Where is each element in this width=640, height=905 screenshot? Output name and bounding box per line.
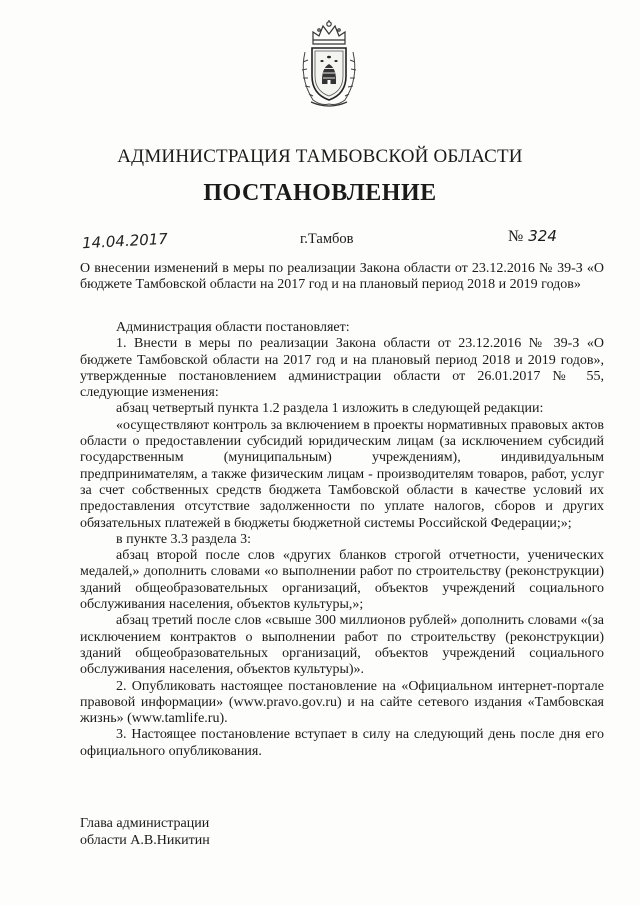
document-body bbox=[80, 320, 604, 760]
number-prefix: № bbox=[508, 228, 524, 245]
number-value: 324 bbox=[528, 227, 557, 245]
body-paragraph: 3. Настоящее постановление вступает в силу на следующий день после дня его официального опубликования. bbox=[80, 727, 604, 759]
body-paragraph: абзац четвертый пункта 1.2 раздела 1 изложить в следующей редакции: bbox=[116, 401, 544, 417]
signature-block bbox=[80, 815, 210, 849]
body-paragraph: «осуществляют контроль за включением в проекты нормативных правовых актов области о предоставлении субсидий юридическим лицам (за исключением субсидий государственным (муниципальным) учреждениям), индивидуальным предпринимателям, а также физическим лицам - производителям товаров, работ, услуг за счет собственных средств бюджета Тамбовской области в качестве условий их предоставления отсутствие задолженности по уплате налогов, сборов и других обязательных платежей в бюджеты бюджетной системы Российской Федерации;»; bbox=[80, 417, 604, 531]
document-type-title: ПОСТАНОВЛЕНИЕ bbox=[203, 180, 437, 206]
document-date: 14.04.2017 bbox=[81, 229, 169, 253]
agency-name: АДМИНИСТРАЦИЯ ТАМБОВСКОЙ ОБЛАСТИ bbox=[117, 146, 523, 167]
signature-name: области А.В.Никитин bbox=[80, 833, 210, 848]
body-paragraph: в пункте 3.3 раздела 3: bbox=[116, 531, 251, 547]
document-subject: О внесении изменений в меры по реализации Закона области от 23.12.2016 № 39-З «О бюджете Тамбовской области на 2017 год и на плановый период 2018 и 2019 годов» bbox=[80, 261, 604, 293]
document-city: г.Тамбов bbox=[300, 231, 354, 247]
body-paragraph: 1. Внести в меры по реализации Закона области от 23.12.2016 № 39-З «О бюджете Тамбовской области на 2017 год и на плановый период 2018 и 2019 годов», утвержденные постановлением администрации области от 26.01.2017 № 55, следующие изменения: bbox=[80, 336, 604, 401]
body-paragraph: Администрация области постановляет: bbox=[116, 320, 350, 335]
body-paragraph: абзац второй после слов «других бланков строгой отчетности, ученических медалей,» дополнить словами «о выполнении работ по строительству (реконструкции) зданий общеобразовательных организаций, объектов учреждений социального обслуживания населения, объектов культуры,»; bbox=[80, 548, 604, 613]
signature-title: Глава администрации bbox=[80, 816, 210, 831]
body-paragraph: абзац третий после слов «свыше 300 миллионов рублей» дополнить словами «(за исключением контрактов о выполнении работ по строительству (реконструкции) зданий общеобразовательных организаций, объектов учреждений социального обслуживания населения, объектов культуры)». bbox=[80, 613, 604, 678]
body-paragraph: 2. Опубликовать настоящее постановление на «Официальном интернет-портале правовой информации» (www.pravo.gov.ru) и на сайте сетевого издания «Тамбовская жизнь» (www.tamlife.ru). bbox=[80, 678, 604, 727]
coat-of-arms-icon bbox=[297, 18, 361, 110]
document-number bbox=[508, 227, 557, 246]
